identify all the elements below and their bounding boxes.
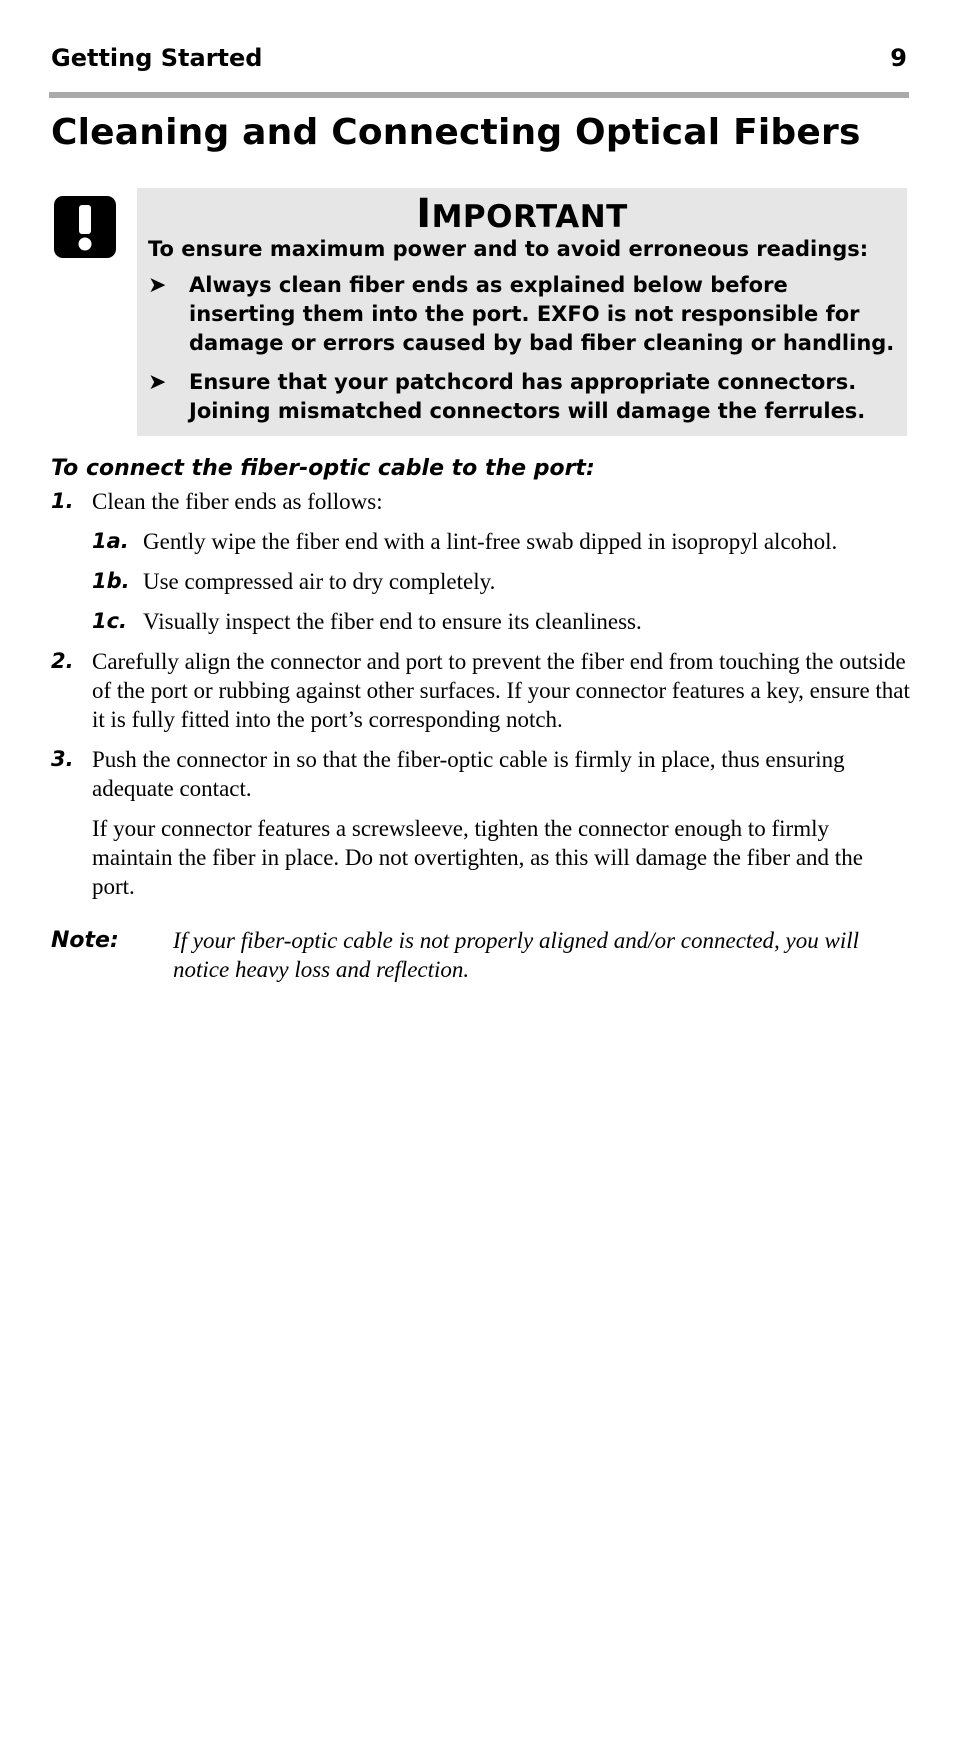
step-text: Clean the fiber ends as follows: bbox=[92, 489, 383, 514]
substep-text: Visually inspect the fiber end to ensure its cleanliness. bbox=[143, 609, 642, 634]
step-text: Carefully align the connector and port to prevent the fiber end from touching the outside of the port or rubbing against other surfaces. If your connector features a key, ensure that it is fully fitted into the port’s corresponding notch. bbox=[92, 649, 910, 732]
important-heading-rest: MPORTANT bbox=[431, 199, 628, 235]
important-bullet-text: Ensure that your patchcord has appropriate connectors. Joining mismatched connectors will damage the ferrules. bbox=[189, 370, 866, 423]
page-title: Cleaning and Connecting Optical Fibers bbox=[51, 112, 861, 153]
important-intro: To ensure maximum power and to avoid erroneous readings: bbox=[148, 237, 869, 261]
important-bullet-text: Always clean fiber ends as explained below before inserting them into the port. EXFO is not responsible for damage or errors caused by bad fiber cleaning or handling. bbox=[189, 273, 895, 355]
page-number: 9 bbox=[890, 44, 907, 72]
substep-text: Gently wipe the fiber end with a lint-free swab dipped in isopropyl alcohol. bbox=[143, 529, 838, 554]
procedure-substep bbox=[92, 527, 912, 556]
substep-number: 1c. bbox=[92, 609, 128, 633]
important-heading-initial: I bbox=[416, 191, 432, 237]
arrow-bullet-icon: ➤ bbox=[148, 273, 167, 298]
procedure-title: To connect the fiber-optic cable to the port: bbox=[51, 456, 595, 481]
procedure-substep bbox=[92, 607, 912, 636]
important-notice bbox=[137, 188, 907, 436]
step-number: 2. bbox=[51, 649, 74, 673]
step-text: Push the connector in so that the fiber-optic cable is firmly in place, thus ensuring adequate contact. bbox=[92, 747, 845, 801]
procedure-substep bbox=[92, 567, 912, 596]
header-rule bbox=[49, 92, 909, 98]
procedure-step bbox=[51, 647, 911, 734]
important-bullet bbox=[148, 368, 898, 426]
important-heading bbox=[137, 191, 907, 240]
step-extra-text: If your connector features a screwsleeve, tighten the connector enough to firmly maintain the fiber in place. Do not overtighten, as this will damage the fiber and the port. bbox=[92, 816, 863, 899]
step-number: 1. bbox=[51, 489, 74, 513]
substep-text: Use compressed air to dry completely. bbox=[143, 569, 496, 594]
arrow-bullet-icon: ➤ bbox=[148, 370, 167, 395]
header-section-title: Getting Started bbox=[51, 44, 263, 72]
step-number: 3. bbox=[51, 747, 74, 771]
exclamation-icon bbox=[54, 196, 116, 258]
running-header bbox=[51, 44, 907, 72]
note-label: Note: bbox=[51, 928, 119, 953]
procedure-step bbox=[51, 745, 911, 901]
procedure-step bbox=[51, 487, 911, 516]
substep-number: 1b. bbox=[92, 569, 130, 593]
note-text: If your fiber-optic cable is not properly aligned and/or connected, you will notice heavy loss and reflection. bbox=[173, 928, 860, 982]
important-bullet bbox=[148, 271, 898, 358]
substep-number: 1a. bbox=[92, 529, 129, 553]
